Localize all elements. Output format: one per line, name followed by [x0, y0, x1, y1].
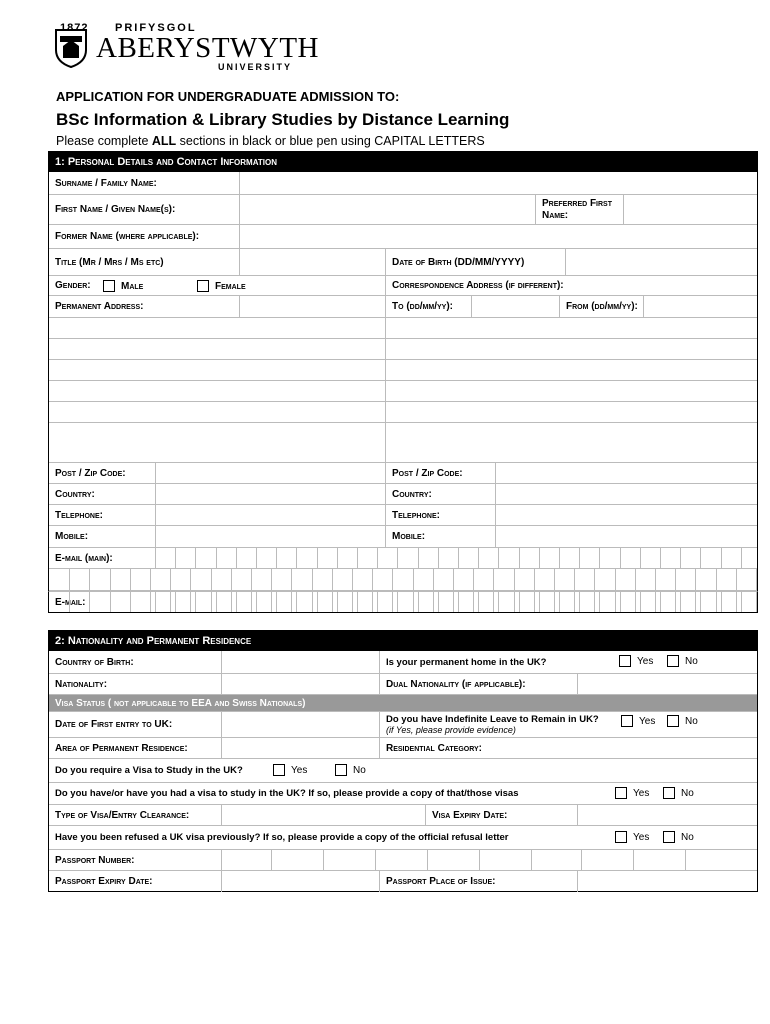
char-box-divider — [211, 592, 212, 612]
row-address-header — [49, 296, 757, 318]
passport-place-field[interactable] — [577, 871, 757, 892]
yes-label: Yes — [633, 787, 650, 799]
gender-female-option[interactable] — [197, 278, 246, 294]
char-box-divider — [736, 569, 737, 590]
char-box-divider — [110, 592, 111, 612]
country-of-birth-field[interactable] — [221, 651, 379, 673]
logo-prifysgol: PRIFYSGOL — [115, 22, 197, 34]
char-box-divider — [756, 592, 757, 612]
char-box-divider — [453, 569, 454, 590]
char-box-divider — [372, 592, 373, 612]
corr-telephone-label: Telephone: — [385, 505, 495, 525]
email-row-2[interactable] — [48, 591, 758, 613]
char-box-divider — [574, 569, 575, 590]
ilr-note: (if Yes, please provide evidence) — [386, 725, 516, 735]
yes-label: Yes — [291, 764, 308, 776]
row-country-of-birth — [49, 651, 757, 674]
char-box-divider — [175, 548, 176, 568]
char-box-divider — [69, 592, 70, 612]
char-box-divider — [493, 592, 494, 612]
no-label: No — [681, 831, 694, 843]
instruction-note: Please complete ALL sections in black or blue pen using CAPITAL LETTERS — [56, 134, 485, 148]
address-line[interactable] — [49, 339, 757, 360]
char-box-divider — [276, 548, 277, 568]
mobile-label: Mobile: — [55, 531, 89, 542]
char-box-divider — [620, 548, 621, 568]
visa-expiry-label: Visa Expiry Date: — [425, 805, 577, 825]
char-box-divider — [554, 592, 555, 612]
char-box-divider — [695, 569, 696, 590]
char-box-divider — [680, 548, 681, 568]
refused-no[interactable] — [663, 831, 694, 843]
char-box-divider — [190, 569, 191, 590]
char-box-divider — [377, 548, 378, 568]
passport-box-divider — [323, 850, 324, 870]
char-box-divider — [675, 592, 676, 612]
char-box-divider — [352, 569, 353, 590]
male-checkbox[interactable] — [103, 280, 115, 292]
row-postcode — [49, 463, 757, 484]
char-box-divider — [559, 548, 560, 568]
ilr-no-checkbox[interactable] — [667, 715, 679, 727]
char-box-divider — [433, 592, 434, 612]
permanent-address-first-field[interactable] — [239, 296, 385, 317]
char-box-divider — [594, 592, 595, 612]
corr-postcode-field[interactable] — [495, 463, 757, 483]
first-entry-label: Date of First entry to UK: — [55, 719, 173, 730]
refused-yes-checkbox[interactable] — [615, 831, 627, 843]
char-box-divider — [236, 548, 237, 568]
corr-country-field[interactable] — [495, 484, 757, 504]
email-main-row-1[interactable] — [49, 548, 757, 569]
permanent-home-yes-checkbox[interactable] — [619, 655, 631, 667]
preferred-name-label: Preferred First Name: — [535, 195, 623, 224]
passport-box-divider — [221, 850, 222, 870]
yes-label: Yes — [633, 831, 650, 843]
char-box-divider — [579, 548, 580, 568]
row-visa-type — [49, 805, 757, 826]
char-box-divider — [271, 592, 272, 612]
char-box-divider — [332, 569, 333, 590]
corr-mobile-label: Mobile: — [385, 526, 495, 547]
char-box-divider — [473, 569, 474, 590]
first-name-label: First Name / Given Name(s): — [55, 204, 176, 215]
char-box-divider — [155, 548, 156, 568]
char-box-divider — [392, 569, 393, 590]
title-field[interactable] — [239, 249, 385, 275]
university-crest-icon — [54, 28, 88, 68]
char-box-divider — [635, 569, 636, 590]
row-passport-expiry — [49, 871, 757, 892]
section-2-heading: 2: Nationality and Permanent Residence — [49, 631, 757, 651]
ilr-question-text: Do you have Indefinite Leave to Remain in UK? — [386, 714, 599, 725]
from-date-label: From (dd/mm/yy): — [559, 296, 643, 317]
char-box-divider — [211, 569, 212, 590]
dob-label: Date of Birth (DD/MM/YYYY) — [385, 249, 565, 275]
country-of-birth-label: Country of Birth: — [55, 656, 134, 668]
passport-expiry-field[interactable] — [221, 871, 379, 892]
char-box-divider — [89, 592, 90, 612]
former-name-label: Former Name (where applicable): — [55, 231, 200, 242]
no-label: No — [681, 787, 694, 799]
row-visa-required — [49, 759, 757, 783]
char-box-divider — [195, 548, 196, 568]
email-label: E-mail: — [55, 596, 86, 608]
char-box-divider — [534, 592, 535, 612]
row-country — [49, 484, 757, 505]
char-box-divider — [110, 569, 111, 590]
char-box-divider — [594, 569, 595, 590]
row-first-name — [49, 195, 757, 225]
had-visa-yes[interactable] — [615, 787, 649, 799]
char-box-divider — [534, 569, 535, 590]
first-entry-field[interactable] — [221, 712, 379, 737]
char-box-divider — [271, 569, 272, 590]
visa-type-label: Type of Visa/Entry Clearance: — [55, 809, 190, 821]
char-box-divider — [251, 592, 252, 612]
char-box-divider — [453, 592, 454, 612]
dual-nationality-field[interactable] — [577, 674, 757, 694]
no-label: No — [685, 655, 698, 667]
correspondence-label: Correspondence Address (if different): — [385, 276, 757, 295]
char-box-divider — [231, 592, 232, 612]
passport-box-divider — [479, 850, 480, 870]
male-label: Male — [121, 280, 144, 292]
char-box-divider — [312, 592, 313, 612]
char-box-divider — [392, 592, 393, 612]
yes-label: Yes — [637, 655, 654, 667]
had-visa-no[interactable] — [663, 787, 694, 799]
row-refused — [49, 826, 757, 850]
ilr-yes-checkbox[interactable] — [621, 715, 633, 727]
char-box-divider — [554, 569, 555, 590]
permanent-home-yes[interactable] — [619, 655, 653, 667]
char-box-divider — [756, 569, 757, 590]
row-former-name — [49, 225, 757, 249]
dob-field[interactable] — [565, 249, 757, 275]
passport-box-divider — [685, 850, 686, 870]
char-box-divider — [655, 592, 656, 612]
visa-required-yes[interactable] — [273, 764, 307, 776]
nationality-field[interactable] — [221, 674, 379, 694]
postcode-label: Post / Zip Code: — [55, 467, 126, 479]
telephone-field[interactable] — [155, 505, 385, 525]
nationality-label: Nationality: — [55, 678, 108, 690]
passport-box-divider — [375, 850, 376, 870]
permanent-home-no-checkbox[interactable] — [667, 655, 679, 667]
char-box-divider — [473, 592, 474, 612]
area-residence-field[interactable] — [221, 738, 379, 758]
email-main-label: E-mail (main): — [55, 552, 113, 564]
char-box-divider — [433, 569, 434, 590]
visa-type-field[interactable] — [221, 805, 425, 825]
char-box-divider — [69, 569, 70, 590]
char-box-divider — [317, 548, 318, 568]
gender-male-option[interactable] — [103, 278, 143, 294]
female-label: Female — [215, 280, 246, 292]
char-box-divider — [357, 548, 358, 568]
area-residence-label: Area of Permanent Residence: — [55, 742, 188, 754]
char-box-divider — [660, 548, 661, 568]
char-box-divider — [372, 569, 373, 590]
char-box-divider — [296, 548, 297, 568]
permanent-address-label: Permanent Address: — [55, 301, 144, 312]
char-box-divider — [89, 569, 90, 590]
char-box-divider — [635, 592, 636, 612]
from-date-field[interactable] — [643, 296, 757, 317]
surname-field[interactable] — [239, 172, 757, 194]
char-box-divider — [352, 592, 353, 612]
row-area-residence — [49, 738, 757, 759]
row-nationality — [49, 674, 757, 695]
logo-name: ABERYSTWYTH — [96, 32, 319, 64]
char-box-divider — [615, 592, 616, 612]
yes-label: Yes — [639, 715, 656, 727]
female-checkbox[interactable] — [197, 280, 209, 292]
char-box-divider — [170, 592, 171, 612]
row-surname — [49, 172, 757, 195]
mobile-field[interactable] — [155, 526, 385, 547]
address-line[interactable] — [49, 318, 757, 339]
char-box-divider — [655, 569, 656, 590]
visa-expiry-field[interactable] — [577, 805, 757, 825]
char-box-divider — [539, 548, 540, 568]
visa-required-no[interactable] — [335, 764, 366, 776]
row-had-visa — [49, 783, 757, 805]
corr-mobile-field[interactable] — [495, 526, 757, 547]
ilr-no[interactable] — [667, 715, 698, 727]
char-box-divider — [615, 569, 616, 590]
char-box-divider — [599, 548, 600, 568]
char-box-divider — [716, 569, 717, 590]
char-box-divider — [130, 592, 131, 612]
section-1-heading: 1: Personal Details and Contact Information — [49, 152, 757, 172]
char-box-divider — [514, 592, 515, 612]
visa-required-yes-checkbox[interactable] — [273, 764, 285, 776]
gender-label: Gender: — [55, 280, 91, 291]
passport-box-divider — [581, 850, 582, 870]
country-field[interactable] — [155, 484, 385, 504]
visa-required-question: Do you require a Visa to Study in the UK? — [55, 765, 243, 776]
char-box-divider — [251, 569, 252, 590]
char-box-divider — [418, 548, 419, 568]
surname-label: Surname / Family Name: — [55, 177, 157, 189]
char-box-divider — [150, 592, 151, 612]
application-heading: APPLICATION FOR UNDERGRADUATE ADMISSION TO: — [56, 89, 400, 104]
course-title: BSc Information & Library Studies by Distance Learning — [56, 110, 510, 129]
passport-expiry-label: Passport Expiry Date: — [55, 876, 153, 887]
char-box-divider — [519, 548, 520, 568]
first-name-field[interactable] — [239, 195, 535, 224]
char-box-divider — [438, 548, 439, 568]
postcode-field[interactable] — [155, 463, 385, 483]
char-box-divider — [413, 569, 414, 590]
passport-box-divider — [427, 850, 428, 870]
permanent-home-no[interactable] — [667, 655, 698, 667]
had-visa-yes-checkbox[interactable] — [615, 787, 627, 799]
logo-university: UNIVERSITY — [218, 62, 293, 72]
char-box-divider — [190, 592, 191, 612]
char-box-divider — [716, 592, 717, 612]
char-box-divider — [514, 569, 515, 590]
address-line[interactable] — [49, 402, 757, 423]
passport-place-label: Passport Place of Issue: — [379, 871, 577, 892]
char-box-divider — [574, 592, 575, 612]
passport-box-divider — [633, 850, 634, 870]
char-box-divider — [216, 548, 217, 568]
corr-telephone-field[interactable] — [495, 505, 757, 525]
char-box-divider — [640, 548, 641, 568]
char-box-divider — [231, 569, 232, 590]
row-first-entry — [49, 712, 757, 738]
char-box-divider — [312, 569, 313, 590]
char-box-divider — [170, 569, 171, 590]
row-title-dob — [49, 249, 757, 276]
email-main-row-2[interactable] — [49, 569, 757, 591]
section-personal-details — [48, 151, 758, 613]
dual-nationality-label: Dual Nationality (if applicable): — [379, 674, 577, 694]
char-box-divider — [493, 569, 494, 590]
country-label: Country: — [55, 488, 95, 500]
passport-box-divider — [271, 850, 272, 870]
char-box-divider — [695, 592, 696, 612]
address-line[interactable] — [49, 423, 757, 463]
char-box-divider — [130, 569, 131, 590]
logo-year: 1872 — [60, 22, 89, 34]
to-date-field[interactable] — [471, 296, 559, 317]
had-visa-question: Do you have/or have you had a visa to study in the UK? If so, please provide a copy of that/those visas — [55, 788, 519, 799]
preferred-name-field[interactable] — [623, 195, 757, 224]
row-passport-number — [49, 850, 757, 871]
char-box-divider — [291, 592, 292, 612]
refused-question: Have you been refused a UK visa previously? If so, please provide a copy of the official refusal letter — [55, 832, 509, 843]
corr-postcode-label: Post / Zip Code: — [385, 463, 495, 483]
char-box-divider — [736, 592, 737, 612]
char-box-divider — [700, 548, 701, 568]
had-visa-no-checkbox[interactable] — [663, 787, 675, 799]
char-box-divider — [498, 548, 499, 568]
char-box-divider — [397, 548, 398, 568]
residential-category-label: Residential Category: — [379, 738, 757, 758]
address-line[interactable] — [49, 360, 757, 381]
corr-country-label: Country: — [385, 484, 495, 504]
char-box-divider — [291, 569, 292, 590]
char-box-divider — [256, 548, 257, 568]
char-box-divider — [675, 569, 676, 590]
no-label: No — [353, 764, 366, 776]
char-box-divider — [478, 548, 479, 568]
ilr-question — [379, 712, 619, 737]
row-mobile — [49, 526, 757, 548]
char-box-divider — [741, 548, 742, 568]
char-box-divider — [721, 548, 722, 568]
char-box-divider — [413, 592, 414, 612]
address-line[interactable] — [49, 381, 757, 402]
no-label: No — [685, 715, 698, 727]
telephone-label: Telephone: — [55, 509, 103, 521]
visa-required-no-checkbox[interactable] — [335, 764, 347, 776]
passport-box-divider — [531, 850, 532, 870]
row-gender — [49, 276, 757, 296]
char-box-divider — [332, 592, 333, 612]
row-telephone — [49, 505, 757, 526]
visa-status-bar: Visa Status ( not applicable to EEA and Swiss Nationals) — [49, 695, 757, 712]
to-date-label: To (dd/mm/yy): — [385, 296, 471, 317]
char-box-divider — [458, 548, 459, 568]
title-label: Title (Mr / Mrs / Ms etc) — [55, 256, 164, 268]
former-name-field[interactable] — [239, 225, 757, 248]
refused-no-checkbox[interactable] — [663, 831, 675, 843]
ilr-yes[interactable] — [621, 715, 655, 727]
refused-yes[interactable] — [615, 831, 649, 843]
char-box-divider — [337, 548, 338, 568]
section-nationality — [48, 630, 758, 892]
permanent-home-question: Is your permanent home in the UK? — [379, 651, 619, 673]
passport-number-label: Passport Number: — [55, 854, 135, 866]
char-box-divider — [150, 569, 151, 590]
